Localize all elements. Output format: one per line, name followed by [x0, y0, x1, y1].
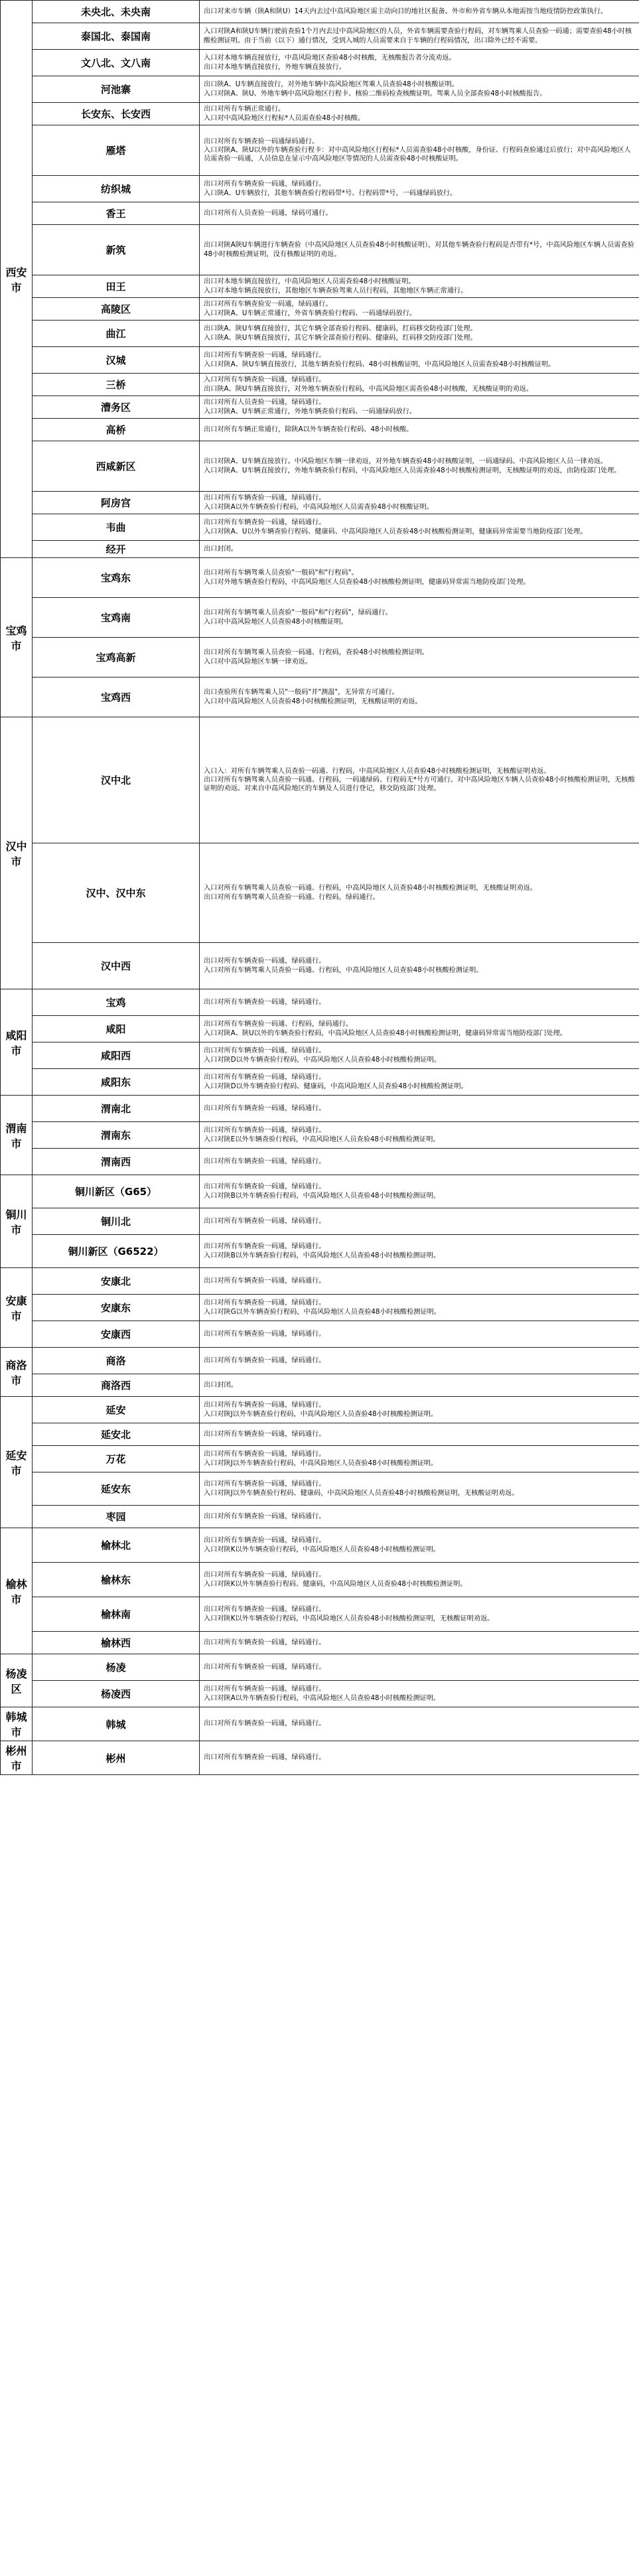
station-cell: 安康北	[33, 1268, 200, 1295]
table-row	[1, 943, 639, 989]
policy-line: 入口对陕K以外车辆查验行程码、健康码，中高风险地区人员查验48小时核酸检测证明。	[204, 1580, 467, 1588]
station-cell: 河池寨	[33, 76, 200, 103]
policy-cell	[200, 1506, 639, 1528]
policy-cell	[200, 1472, 639, 1506]
policy-cell	[200, 23, 639, 50]
city-cell: 汉中市	[1, 717, 33, 989]
table-row	[1, 541, 639, 558]
table-row	[1, 1423, 639, 1446]
policy-line: 出口对所有车辆查验一码通，绿码通行。	[204, 1685, 326, 1693]
table-row	[1, 1016, 639, 1042]
policy-cell	[200, 1069, 639, 1096]
policy-cell	[200, 638, 639, 678]
table-row	[1, 1096, 639, 1122]
policy-line: 入口对外地车辆查验行程码，中高风险地区人员查验48小时核酸检测证明，健康码异常需当地防疫部门处理。	[204, 578, 530, 586]
station-cell: 经开	[33, 541, 200, 558]
station-cell: 韩城	[33, 1707, 200, 1741]
station-cell: 汉城	[33, 347, 200, 374]
station-cell: 铜川新区（G65）	[33, 1175, 200, 1208]
station-cell: 香王	[33, 202, 200, 225]
policy-cell	[200, 1423, 639, 1446]
table-row	[1, 374, 639, 396]
policy-line: 出口对所有车辆查验一码通，绿码通行。	[204, 352, 326, 360]
station-cell: 汉中、汉中东	[33, 843, 200, 943]
table-row	[1, 1175, 639, 1208]
policy-cell	[200, 1374, 639, 1397]
station-cell: 曲江	[33, 321, 200, 347]
table-row	[1, 321, 639, 347]
station-cell: 渭南北	[33, 1096, 200, 1122]
station-cell: 未央北、未央南	[33, 1, 200, 23]
policy-cell	[200, 989, 639, 1016]
policy-cell	[200, 1235, 639, 1268]
policy-cell	[200, 1268, 639, 1295]
station-cell: 韦曲	[33, 514, 200, 541]
table-row	[1, 1295, 639, 1321]
table-row	[1, 1681, 639, 1707]
policy-line: 出口对所有车辆查验一码通，绿码通行。	[204, 519, 326, 527]
table-row	[1, 1446, 639, 1472]
station-cell: 高陵区	[33, 298, 200, 321]
table-row	[1, 50, 639, 76]
policy-line: 出口陕A、U车辆直接放行，对外地车辆中高风险地区驾乘人员查验48小时核酸证明。	[204, 81, 459, 89]
station-cell: 榆林北	[33, 1528, 200, 1563]
policy-line: 出口对所有车辆查验一码通，绿码通行。	[204, 1127, 326, 1135]
policy-line: 出口对所有车辆查验一码通，绿码通行。	[204, 1330, 326, 1338]
station-cell: 榆林东	[33, 1563, 200, 1597]
policy-cell	[200, 598, 639, 638]
policy-cell	[200, 103, 639, 125]
policy-cell	[200, 275, 639, 298]
policy-line: 入口对陕A、陕U以外的车辆查验行程卡：对中高风险地区行程标*人员需查验48小时核酸，身份证、行程码查验通过后放行；对中高风险地区人员需查验一码通，人员信息在显示中高风险地区等情况的人员需查验48小时核酸证明。	[204, 146, 631, 163]
table-row	[1, 441, 639, 492]
policy-cell	[200, 1741, 639, 1775]
policy-cell	[200, 1016, 639, 1042]
policy-line: 入口对中高风险地区人员查验48小时核酸检测证明，无核酸证明的劝返。	[204, 697, 422, 705]
policy-line: 入口对陕D以外车辆查验行程码、健康码，中高风险地区人员查验48小时核酸检测证明。	[204, 1082, 468, 1090]
station-cell: 泰国北、泰国南	[33, 23, 200, 50]
policy-line: 出口对所有车辆查验一码通，绿码通行。	[204, 1183, 326, 1191]
station-cell: 延安	[33, 1397, 200, 1423]
station-cell: 渭南东	[33, 1122, 200, 1149]
policy-line: 出口对本地车辆直接放行，中高风险地区人员需查验48小时核酸证明。	[204, 278, 415, 286]
policy-line: 出口对所有车辆查验安一码通，绿码通行。	[204, 301, 332, 309]
policy-line: 出口查验所有车辆驾乘人员"一般码"并"测温"，无异常方可通行。	[204, 689, 399, 697]
table-row	[1, 1707, 639, 1741]
policy-cell	[200, 1563, 639, 1597]
table-row	[1, 202, 639, 225]
table-row	[1, 275, 639, 298]
table-row	[1, 176, 639, 202]
policy-line: 入口对陕A以外车辆查验行程码，中高风险地区人员需查验48小时核酸证明。	[204, 503, 433, 511]
table-row	[1, 989, 639, 1016]
city-cell: 西安市	[1, 1, 33, 558]
policy-line: 出口对所有车辆正常通行。	[204, 106, 285, 113]
policy-line: 入口入：对所有车辆驾乘人员查验一码通、行程码，中高风险地区人员查验48小时核酸检测证明，无核酸证明劝返。	[204, 767, 551, 775]
policy-line: 入口对陕A、U车辆正常通行，外地车辆查验行程码、一码通绿码放行。	[204, 407, 417, 415]
policy-cell	[200, 1632, 639, 1654]
policy-cell	[200, 176, 639, 202]
station-cell: 宝鸡高新	[33, 638, 200, 678]
station-cell: 咸阳	[33, 1016, 200, 1042]
table-row	[1, 1, 639, 23]
table-row	[1, 1348, 639, 1374]
table-row	[1, 419, 639, 441]
city-cell: 韩城市	[1, 1707, 33, 1741]
policy-line: 入口陕A、U车辆放行，其他车辆查验行程码带*号、行程码带*号，一码通绿码放行。	[204, 189, 457, 197]
policy-line: 出口对所有车辆查验一码通，绿码通行。	[204, 180, 326, 188]
table-row	[1, 1374, 639, 1397]
city-cell: 铜川市	[1, 1175, 33, 1268]
station-cell: 宝鸡南	[33, 598, 200, 638]
policy-line: 入口对所有车辆驾乘人员查验一码通、行程码，中高风险地区人员查验48小时核酸检测证明，无核酸证明劝返。	[204, 885, 537, 893]
table-row	[1, 76, 639, 103]
table-row	[1, 1632, 639, 1654]
policy-cell	[200, 1321, 639, 1348]
station-cell: 文八北、文八南	[33, 50, 200, 76]
table-row	[1, 1741, 639, 1775]
table-row	[1, 1235, 639, 1268]
station-cell: 高桥	[33, 419, 200, 441]
city-cell: 宝鸡市	[1, 558, 33, 717]
policy-cell	[200, 1397, 639, 1423]
policy-line: 入口对陕D以外车辆查验行程码，中高风险地区人员查验48小时核酸检测证明。	[204, 1056, 441, 1064]
policy-line: 入口对陕A、U车辆直接放行，外地车辆查验行程码，中高风险地区人员需查验48小时核酸检测证明，无核酸证明的劝返，由防疫部门处理。	[204, 466, 621, 474]
policy-line: 入口对陕A、U车辆正常通行，外省车辆查验行程码、一码通绿码放行。	[204, 309, 417, 317]
policy-line: 出口对所有车辆驾乘人员查验"一般码"和"行程码"。	[204, 569, 358, 577]
policy-cell	[200, 1681, 639, 1707]
table-row	[1, 558, 639, 598]
table-row	[1, 1321, 639, 1348]
policy-line: 入口对陕E以外车辆查验行程码，中高风险地区人员查验48小时核酸检测证明。	[204, 1135, 440, 1143]
policy-line: 入口对陕A、陕U以外的车辆查验行程码，中高风险地区人员查验48小时核酸检测证明，健康码异常需当地防疫部门处理。	[204, 1029, 567, 1037]
table-row	[1, 1268, 639, 1295]
city-cell: 咸阳市	[1, 989, 33, 1096]
policy-line: 出口对所有车辆驾乘人员查验一码通、行程码，查验48小时核酸检测证明。	[204, 649, 429, 657]
policy-line: 入口对陕K以外车辆查验行程码，中高风险地区人员查验48小时核酸检测证明，无核酸证明劝返。	[204, 1614, 494, 1622]
station-cell: 阿房宫	[33, 492, 200, 514]
policy-line: 入口对陕A和陕U车辆行驶前查验1个月内去过中高风险地区的人员，外省车辆需要查验行程码，对车辆驾乘人员查验一码通；需要查验48小时核酸检测证明。由于当前（以下）通行情况，受到入城的人员需要来自于车辆的行程码情况，出口除外已经不需要。	[204, 28, 632, 44]
table-row	[1, 1472, 639, 1506]
policy-line: 出口对所有车辆查验一码通，绿码通行。	[204, 1537, 326, 1545]
policy-cell	[200, 419, 639, 441]
table-row	[1, 492, 639, 514]
policy-cell	[200, 50, 639, 76]
policy-line: 出口对所有车辆查验一码通，绿码通行。	[204, 1217, 326, 1225]
policy-cell	[200, 1597, 639, 1632]
station-cell: 铜川新区（G6522）	[33, 1235, 200, 1268]
policy-line: 出口对所有车辆查验一码通，绿码通行。	[204, 958, 326, 966]
table-row	[1, 103, 639, 125]
station-cell: 延安东	[33, 1472, 200, 1506]
policy-cell	[200, 1175, 639, 1208]
policy-cell	[200, 225, 639, 275]
policy-line: 出口对所有车辆查验一码通，绿码通行。	[204, 1754, 326, 1762]
station-cell: 商洛	[33, 1348, 200, 1374]
station-cell: 杨凌西	[33, 1681, 200, 1707]
policy-line: 出口对所有车辆查验一码通，绿码通行。	[204, 1571, 326, 1579]
policy-line: 出口对所有车辆查验一码通，绿码通行。	[204, 1356, 326, 1364]
policy-line: 出口对所有车辆查验一码通，绿码通行。	[204, 1299, 326, 1307]
policy-line: 入口对所有车辆查验一码通，绿码通行。	[204, 376, 326, 384]
policy-cell	[200, 541, 639, 558]
station-cell: 田王	[33, 275, 200, 298]
policy-line: 出口对陕A、U车辆直接放行。中风险地区车辆一律劝返，对外地车辆查验48小时核酸证明，一码通绿码。中高风险地区人员一律劝返。	[204, 458, 608, 466]
policy-line: 入口对陕K以外车辆查验行程码，中高风险地区人员查验48小时核酸检测证明。	[204, 1545, 440, 1553]
table-row	[1, 843, 639, 943]
station-cell: 宝鸡西	[33, 678, 200, 717]
city-cell: 杨凌区	[1, 1654, 33, 1707]
city-cell: 彬州市	[1, 1741, 33, 1775]
policy-line: 出口对所有车辆查验一码通绿码通行。	[204, 137, 319, 145]
policy-line: 入口对陕B以外车辆查验行程码，中高风险地区人员查验48小时核酸检测证明。	[204, 1192, 441, 1200]
station-cell: 咸阳东	[33, 1069, 200, 1096]
policy-line: 出口对所有车辆查验一码通、行程码，绿码通行。	[204, 1021, 353, 1029]
policy-cell	[200, 441, 639, 492]
station-cell: 商洛西	[33, 1374, 200, 1397]
policy-cell	[200, 125, 639, 176]
station-cell: 宝鸡东	[33, 558, 200, 598]
policy-line: 出口对所有车辆查验一码通，绿码通行。	[204, 1074, 326, 1082]
policy-cell	[200, 1295, 639, 1321]
station-cell: 汉中西	[33, 943, 200, 989]
policy-line: 出口对所有车辆查验一码通，绿码通行。	[204, 1243, 326, 1251]
table-row	[1, 125, 639, 176]
policy-line: 入口对陕G以外车辆查验行程码，中高风险地区人员查验48小时核酸检测证明。	[204, 1308, 441, 1316]
table-row	[1, 396, 639, 419]
table-row	[1, 1597, 639, 1632]
policy-line: 入口对陕A、U以外车辆查验行程码、健康码、中高风险地区人员查验48小时核酸检测证明，健康码异常需要当地防疫部门处理。	[204, 528, 587, 536]
policy-line: 出口对所有车辆正常通行，除陕A以外车辆查验行程码、48小时核酸。	[204, 425, 413, 433]
policy-cell	[200, 347, 639, 374]
table-row	[1, 1069, 639, 1096]
policy-line: 入口对本地车辆直接放行，中高风险地区查验48小时核酸，无核酸报告者分流劝返。	[204, 54, 456, 62]
policy-cell	[200, 492, 639, 514]
policy-cell	[200, 1122, 639, 1149]
station-cell: 安康东	[33, 1295, 200, 1321]
policy-cell	[200, 843, 639, 943]
policy-line: 出口对所有车辆查验一码通，绿码通行。	[204, 1480, 326, 1488]
policy-cell	[200, 678, 639, 717]
policy-line: 出口陕A、陕U车辆直接放行，对外地车辆查验行程码，中高风险地区需查验48小时核酸，无核酸证明的劝返。	[204, 385, 533, 393]
policy-cell	[200, 1528, 639, 1563]
policy-cell	[200, 1, 639, 23]
table-body	[1, 1, 639, 1775]
policy-line: 入口对中高风险地区行程标*人员需查验48小时核酸。	[204, 114, 365, 122]
station-cell: 长安东、长安西	[33, 103, 200, 125]
city-cell: 商洛市	[1, 1348, 33, 1397]
policy-line: 出口对本地车辆直接放行，外地车辆直接放行。	[204, 63, 346, 71]
policy-line: 出口对来市车辆（陕A和陕U）14天内去过中高风险地区需主动向目的地社区报备。外市和外省车辆从本地需按当地疫情防控政策执行。	[204, 7, 608, 15]
table-row	[1, 1563, 639, 1597]
station-cell: 榆林西	[33, 1632, 200, 1654]
policy-line: 出口对所有车辆查验一码通，绿码通行。	[204, 1401, 326, 1409]
policy-line: 出口对所有人员查验一码通，绿码可通行。	[204, 209, 332, 217]
policy-line: 出口对所有车辆查验一码通，绿码通行。	[204, 1451, 326, 1459]
city-cell: 延安市	[1, 1397, 33, 1528]
station-cell: 万花	[33, 1446, 200, 1472]
policy-cell	[200, 514, 639, 541]
table-row	[1, 1149, 639, 1175]
station-cell: 渭南西	[33, 1149, 200, 1175]
policy-line: 出口对所有人员查验一码通，绿码通行。	[204, 399, 326, 407]
city-cell: 榆林市	[1, 1528, 33, 1654]
table-row	[1, 1528, 639, 1563]
policy-line: 出口对所有车辆查验一码通，绿码通行。	[204, 998, 326, 1006]
station-cell: 延安北	[33, 1423, 200, 1446]
policy-cell	[200, 321, 639, 347]
policy-cell	[200, 1707, 639, 1741]
policy-line: 出口对所有车辆驾乘人员查验"一般码"和"行程码"，绿码通行。	[204, 609, 392, 617]
policy-line: 入口对陕A、陕U、外地车辆中高风险地区行程卡、核验二维码检查核酸证明。驾乘人员全部查验48小时核酸报告。	[204, 90, 547, 98]
station-cell: 咸阳西	[33, 1042, 200, 1069]
policy-line: 入口对陕A、陕U车辆直接放行，其他车辆查验行程码、48小时核酸证明，中高风险地区人员需查验48小时核酸证明。	[204, 360, 555, 368]
table-row	[1, 598, 639, 638]
policy-line: 入口陕A、陕U车辆直接放行，其它车辆全部查验行程码、健康码，红码移交防疫部门处理。	[204, 334, 477, 342]
policy-cell	[200, 202, 639, 225]
table-row	[1, 1122, 639, 1149]
policy-line: 出口对所有车辆查验一码通，绿码通行。	[204, 1720, 326, 1728]
policy-line: 入口对所有车辆驾乘人员查验一码通、行程码，中高风险地区人员查验48小时核酸检测证明。	[204, 966, 483, 974]
policy-cell	[200, 1096, 639, 1122]
table-row	[1, 1042, 639, 1069]
policy-line: 出口对所有车辆查验一码通，绿码通行。	[204, 1157, 326, 1165]
policy-line: 出口封闭。	[204, 1381, 238, 1389]
policy-cell	[200, 1042, 639, 1069]
policy-line: 出口对所有车辆查验一码通，绿码通行。	[204, 1047, 326, 1055]
station-cell: 榆林南	[33, 1597, 200, 1632]
policy-line: 入口对中高风险地区车辆一律劝返。	[204, 658, 312, 666]
policy-cell	[200, 558, 639, 598]
policy-line: 出口对所有车辆查验一码通，绿码通行。	[204, 1104, 326, 1112]
table-row	[1, 1208, 639, 1235]
station-cell: 枣园	[33, 1506, 200, 1528]
policy-cell	[200, 1208, 639, 1235]
station-cell: 安康西	[33, 1321, 200, 1348]
city-cell: 安康市	[1, 1268, 33, 1348]
policy-line: 出口封闭。	[204, 545, 238, 553]
table-row	[1, 1397, 639, 1423]
policy-cell	[200, 76, 639, 103]
policy-line: 入口对陕B以外车辆查验行程码，中高风险地区人员查验48小时核酸检测证明。	[204, 1252, 441, 1259]
policy-line: 入口对中高风险地区人员查验48小时核酸证明。	[204, 618, 348, 626]
policy-line: 出口对所有车辆驾乘人员查验一码通、行程码，绿码通行。	[204, 893, 380, 901]
policy-line: 出口对所有车辆查验一码通，绿码通行。	[204, 1430, 326, 1438]
station-cell: 漕务区	[33, 396, 200, 419]
policy-cell	[200, 1348, 639, 1374]
policy-cell	[200, 943, 639, 989]
policy-line: 入口对陕J以外车辆查验行程码、健康码，中高风险地区人员查验48小时核酸检测证明，无核酸证明劝返。	[204, 1489, 519, 1497]
policy-cell	[200, 1446, 639, 1472]
table-row	[1, 678, 639, 717]
policy-line: 出口对所有车辆查验一码通，绿码通行。	[204, 1663, 326, 1671]
station-cell: 彬州	[33, 1741, 200, 1775]
policy-cell	[200, 1654, 639, 1681]
station-cell: 杨凌	[33, 1654, 200, 1681]
policy-line: 出口对所有车辆驾乘人员查验一码通、行程码，一码通绿码、行程码无*号方可通行。对中高风险地区车辆人员查验48小时核酸检测证明，无核酸证明的劝返。对来自中高风险地区的车辆及人员进行登记，移交防疫部门处理。	[204, 776, 635, 793]
station-cell: 三桥	[33, 374, 200, 396]
city-cell: 渭南市	[1, 1096, 33, 1175]
policy-line: 出口对所有车辆查验一码通，绿码通行。	[204, 1512, 326, 1520]
station-cell: 西咸新区	[33, 441, 200, 492]
table-row	[1, 225, 639, 275]
policy-cell	[200, 717, 639, 843]
table-row	[1, 514, 639, 541]
policy-line: 入口对陕A以外车辆查验行程码，中高风险地区人员查验48小时核酸检测证明。	[204, 1694, 441, 1702]
policy-cell	[200, 1149, 639, 1175]
policy-cell	[200, 374, 639, 396]
policy-cell	[200, 298, 639, 321]
table-row	[1, 1654, 639, 1681]
table-row	[1, 347, 639, 374]
table-row	[1, 298, 639, 321]
policy-line: 出口对陕A陕U车辆进行车辆查验（中高风险地区人员查验48小时核酸证明），对其他车辆查验行程码是否带有*号，中高风险地区车辆人员需查验48小时核酸检测证明，没有核酸证明的劝返。	[204, 242, 634, 258]
station-cell: 汉中北	[33, 717, 200, 843]
table-row	[1, 23, 639, 50]
policy-line: 出口陕A、陕U车辆直接放行，其它车辆全部查验行程码、健康码，红码移交防疫部门处理。	[204, 325, 477, 333]
policy-line: 入口对陕J以外车辆查验行程码，中高风险地区人员查验48小时核酸检测证明。	[204, 1459, 438, 1467]
policy-cell	[200, 396, 639, 419]
table-row	[1, 717, 639, 843]
station-cell: 铜川北	[33, 1208, 200, 1235]
station-cell: 雁塔	[33, 125, 200, 176]
table-row	[1, 1506, 639, 1528]
policy-line: 入口对陕J以外车辆查验行程码，中高风险地区人员查验48小时核酸检测证明。	[204, 1410, 438, 1418]
policy-line: 出口对所有车辆查验一码通，绿码通行。	[204, 1277, 326, 1285]
policy-line: 出口对所有车辆查验一码通，绿码通行。	[204, 1606, 326, 1614]
table-row	[1, 638, 639, 678]
station-cell: 新筑	[33, 225, 200, 275]
policy-line: 出口对所有车辆查验一码通，绿码通行。	[204, 494, 326, 502]
policy-line: 入口对本地车辆直接放行，其他地区车辆查验驾乘人员行程码，其他地区车辆正常通行。	[204, 287, 468, 295]
station-cell: 宝鸡	[33, 989, 200, 1016]
policy-line: 出口对所有车辆查验一码通，绿码通行。	[204, 1638, 326, 1646]
station-cell: 纺织城	[33, 176, 200, 202]
